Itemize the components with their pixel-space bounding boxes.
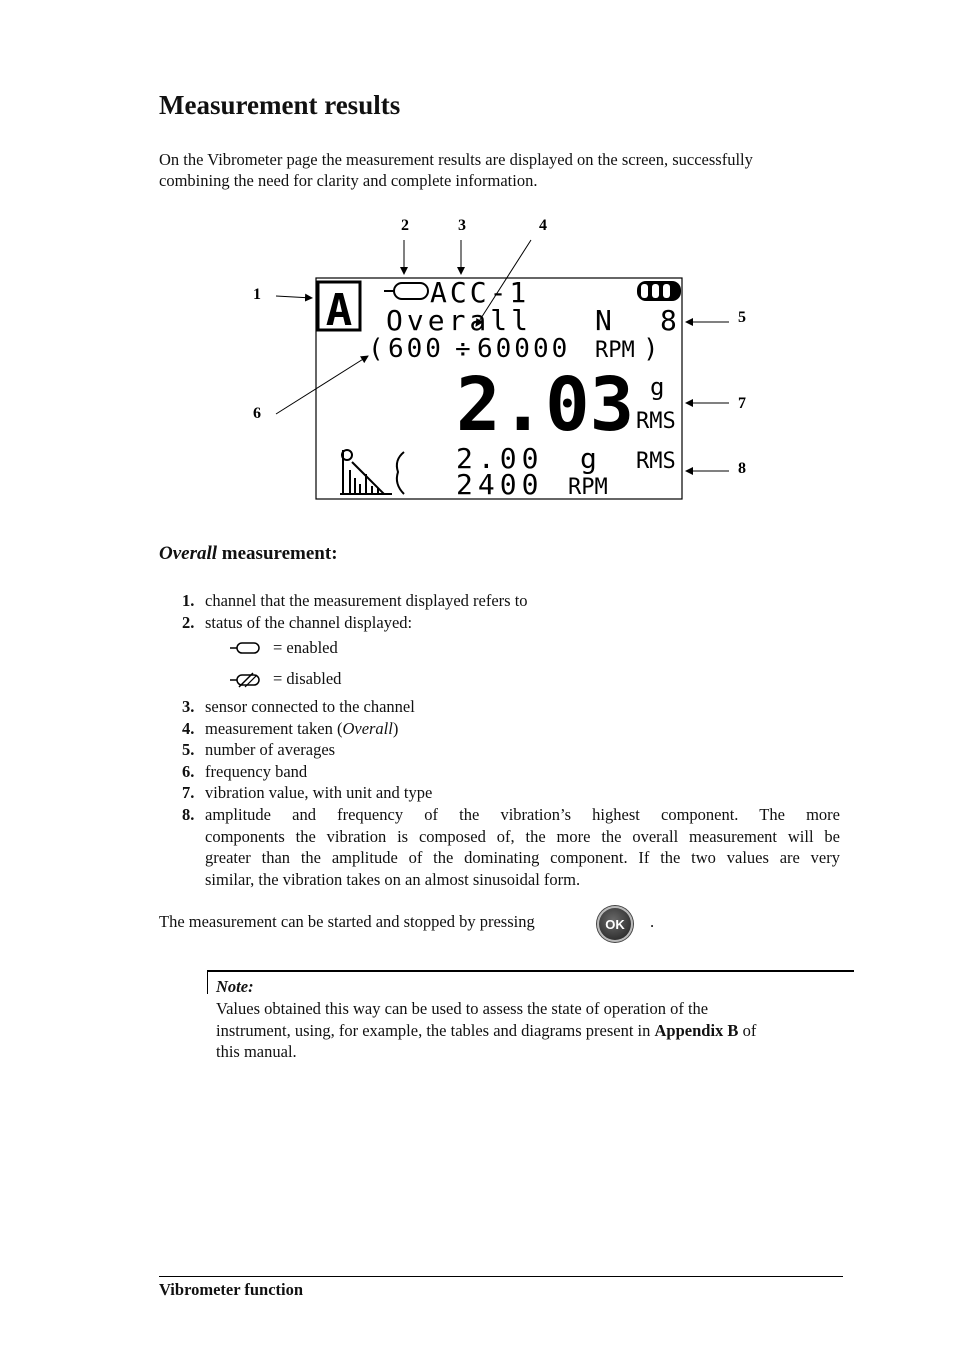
averages-value: 8 xyxy=(660,304,677,337)
channel-label: A xyxy=(325,285,353,336)
intro-line-2: combining the need for clarity and complete information. xyxy=(159,171,538,190)
callout-4: 4 xyxy=(539,217,547,234)
measurement-type: Overall xyxy=(386,304,533,337)
peak-frequency-unit: RPM xyxy=(568,475,608,500)
list-item: 6. frequency band xyxy=(182,762,308,781)
start-stop-period: . xyxy=(650,912,655,931)
value-unit: g xyxy=(650,373,665,401)
vibration-value: 2.03 xyxy=(456,362,635,448)
list-item: 7. vibration value, with unit and type xyxy=(182,783,433,802)
list-item: 4. measurement taken (Overall) xyxy=(182,719,399,738)
disabled-icon xyxy=(229,672,261,688)
section-heading-italic: Overall xyxy=(159,543,218,564)
footer-section-name: Vibrometer function xyxy=(159,1280,304,1299)
enabled-icon xyxy=(229,641,261,655)
list-item: 8. amplitude and frequency of the vibration’s highest component. The more components the vibration is composed of, the more the overall measurement will be greater than the amplitude of the dominating component. If the two values are very similar, the vibration takes on an almost sinusoidal form. xyxy=(182,805,840,889)
callout-6: 6 xyxy=(253,405,261,422)
start-stop-text: The measurement can be started and stopped by pressing xyxy=(159,912,535,931)
note-rule xyxy=(207,970,854,972)
sensor-label: ACC-1 xyxy=(430,276,530,309)
callout-2: 2 xyxy=(401,217,409,234)
page-title: Measurement results xyxy=(159,90,401,120)
legend-disabled: = disabled xyxy=(273,669,342,688)
arrow-1 xyxy=(276,296,312,298)
list-item: 2. status of the channel displayed: xyxy=(182,613,413,632)
list-item: 5. number of averages xyxy=(182,740,336,759)
section-heading-rest: measurement: xyxy=(217,543,338,564)
peak-amplitude-unit: g xyxy=(580,442,597,475)
battery-icon xyxy=(637,281,681,301)
footer-rule xyxy=(159,1276,843,1277)
list-item: 1. channel that the measurement displayed refers to xyxy=(182,591,528,610)
note-body: Values obtained this way can be used to assess the state of operation of the instrument, using, for example, the tables and diagrams present in Appendix B of this manual. xyxy=(216,999,757,1061)
intro-line-1: On the Vibrometer page the measurement results are displayed on the screen, successfully xyxy=(159,150,753,169)
note-label: Note: xyxy=(216,977,254,996)
peak-amplitude-type: RMS xyxy=(636,449,676,474)
band-unit: RPM xyxy=(595,338,635,363)
note-rule-left xyxy=(207,970,208,994)
section-heading xyxy=(159,543,338,565)
callout-5: 5 xyxy=(738,309,746,326)
band-open: ( xyxy=(368,334,384,364)
ok-button[interactable]: OK xyxy=(597,906,633,942)
callout-7: 7 xyxy=(738,395,746,412)
band-low: 600 xyxy=(388,334,444,364)
value-type: RMS xyxy=(636,409,676,434)
legend-enabled: = enabled xyxy=(273,638,338,657)
list-item: 3. sensor connected to the channel xyxy=(182,697,415,716)
band-separator: ÷ xyxy=(455,334,471,364)
band-close: ) xyxy=(643,334,659,364)
callout-3: 3 xyxy=(458,217,466,234)
peak-frequency: 2400 xyxy=(456,468,544,501)
callout-1: 1 xyxy=(253,286,261,303)
band-high: 60000 xyxy=(477,334,571,364)
lcd-diagram xyxy=(0,0,954,520)
peak-amplitude: 2.00 xyxy=(456,442,544,475)
callout-8: 8 xyxy=(738,460,746,477)
averages-label: N xyxy=(595,304,612,337)
